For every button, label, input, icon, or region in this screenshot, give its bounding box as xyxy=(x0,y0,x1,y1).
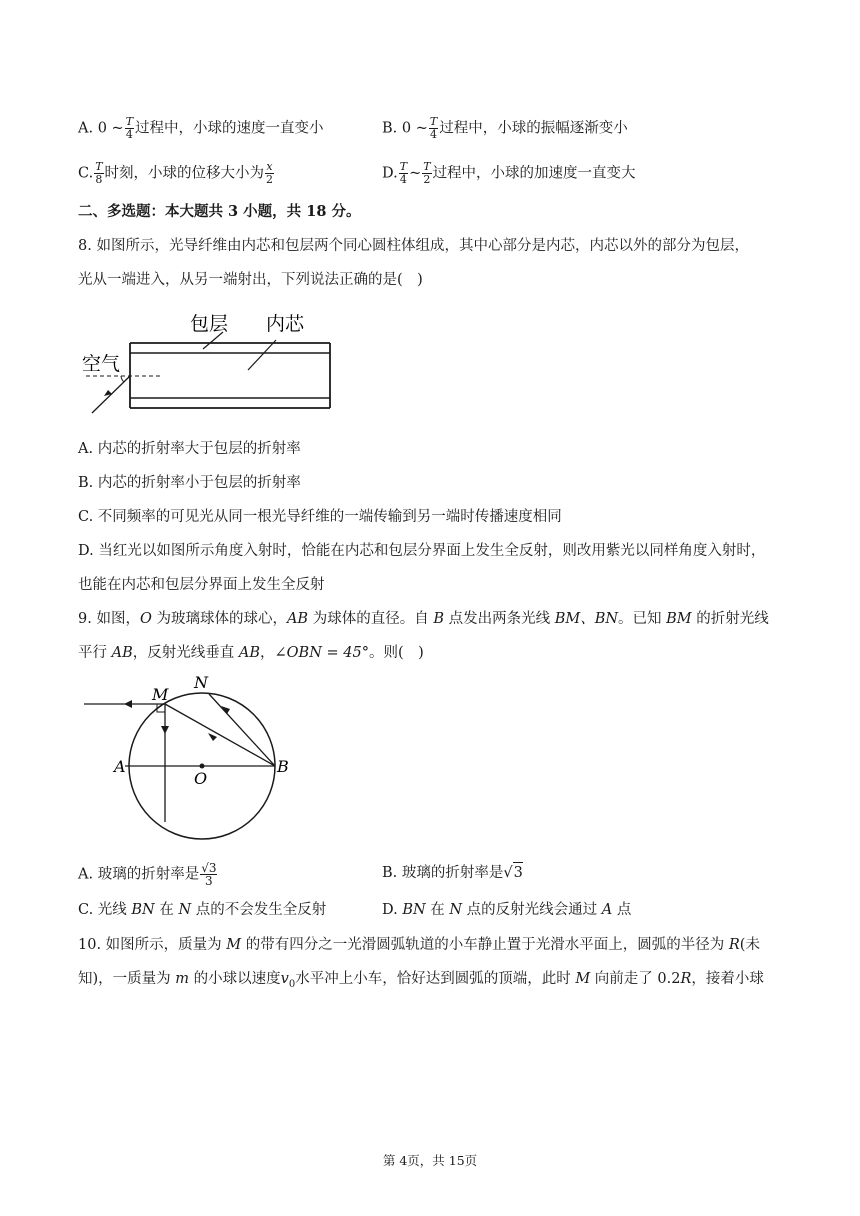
fraction: $\frac{x}{2}$ xyxy=(266,160,274,186)
label-m: M xyxy=(152,685,169,704)
arrow-icon xyxy=(161,726,169,734)
label-air: 空气 xyxy=(82,353,121,375)
q8-stem-line1: 8. 如图所示，光导纤维由内芯和包层两个同心圆柱体组成，其中心部分是内芯，内芯以外的部分为包层， xyxy=(78,238,749,254)
angle-arc xyxy=(121,376,124,382)
q8-option-b: B. 内芯的折射率小于包层的折射率 xyxy=(78,475,301,491)
q7-option-a: A. 0 ~ $\frac{T}{4}$ 过程中，小球的速度一直变小 xyxy=(78,115,324,141)
q8-option-d-line2: 也能在内芯和包层分界面上发生全反射 xyxy=(78,577,325,593)
arrow-icon xyxy=(124,700,132,708)
glass-sphere-figure xyxy=(78,672,308,842)
fraction: $\frac{T}{4}$ xyxy=(429,115,438,141)
fraction: $\frac{T}{8}$ xyxy=(95,160,103,186)
fraction: $\frac{T}{2}$ xyxy=(423,160,431,186)
q9-stem-line1: 9. 如图，O 为玻璃球体的球心，AB 为球体的直径。自 B 点发出两条光线 BM、BN。已知 BM 的折射光线 xyxy=(78,611,769,627)
arrow-icon xyxy=(208,733,217,741)
q8-stem-line2: 光从一端进入，从另一端射出，下列说法正确的是( ) xyxy=(78,272,423,288)
q9-option-c: C. 光线 BN 在 N 点的不会发生全反射 xyxy=(78,902,327,918)
q9-stem-line2: 平行 AB，反射光线垂直 AB，∠OBN = 45°。则( ) xyxy=(78,645,424,661)
q10-stem-line2: 知)，一质量为 m 的小球以速度$v_0$水平冲上小车，恰好达到圆弧的顶端，此时 M 向前走了 0.2R，接着小球 xyxy=(78,971,764,990)
incident-ray xyxy=(92,376,130,413)
q8-option-d-line1: D. 当红光以如图所示角度入射时，恰能在内芯和包层分界面上发生全反射，则改用紫光以同样角度入射时， xyxy=(78,543,766,559)
fraction: $\frac{T}{4}$ xyxy=(125,115,134,141)
q7-option-b: B. 0 ~ $\frac{T}{4}$ 过程中，小球的振幅逐渐变小 xyxy=(382,115,628,141)
fraction: $\frac{√3}{3}$ xyxy=(201,861,217,888)
label-core: 内芯 xyxy=(266,313,305,335)
center-point xyxy=(200,764,205,769)
optical-fiber-figure xyxy=(78,310,343,415)
q7-option-c: C. $\frac{T}{8}$ 时刻，小球的位移大小为 $\frac{x}{2}$ xyxy=(78,160,274,186)
ray-bm xyxy=(165,704,275,766)
q9-option-b: B. 玻璃的折射率是√3 xyxy=(382,862,523,883)
page-footer: 第 4页，共 15页 xyxy=(382,1153,478,1168)
label-n: N xyxy=(194,673,208,692)
label-cladding: 包层 xyxy=(190,313,229,335)
fraction: $\frac{T}{4}$ xyxy=(399,160,408,186)
label-b: B xyxy=(277,757,289,776)
label-a: A xyxy=(114,757,126,776)
q9-option-a: A. 玻璃的折射率是 $\frac{√3}{3}$ xyxy=(78,861,217,888)
q7-option-d: D. $\frac{T}{4}$ ~ $\frac{T}{2}$ 过程中，小球的加速度一直变大 xyxy=(382,160,636,186)
q9-option-d: D. BN 在 N 点的反射光线会通过 A 点 xyxy=(382,902,632,918)
sqrt-icon: √ xyxy=(503,865,513,881)
label-o: O xyxy=(194,769,208,788)
q8-option-c: C. 不同频率的可见光从同一根光导纤维的一端传输到另一端时传播速度相同 xyxy=(78,509,562,525)
q10-stem-line1: 10. 如图所示，质量为 M 的带有四分之一光滑圆弧轨道的小车静止置于光滑水平面上，圆弧的半径为 R(未 xyxy=(78,937,760,953)
core-leader-line xyxy=(248,340,276,370)
section-heading: 二、多选题：本大题共 3 小题，共 18 分。 xyxy=(78,203,361,220)
q8-option-a: A. 内芯的折射率大于包层的折射率 xyxy=(78,441,301,457)
